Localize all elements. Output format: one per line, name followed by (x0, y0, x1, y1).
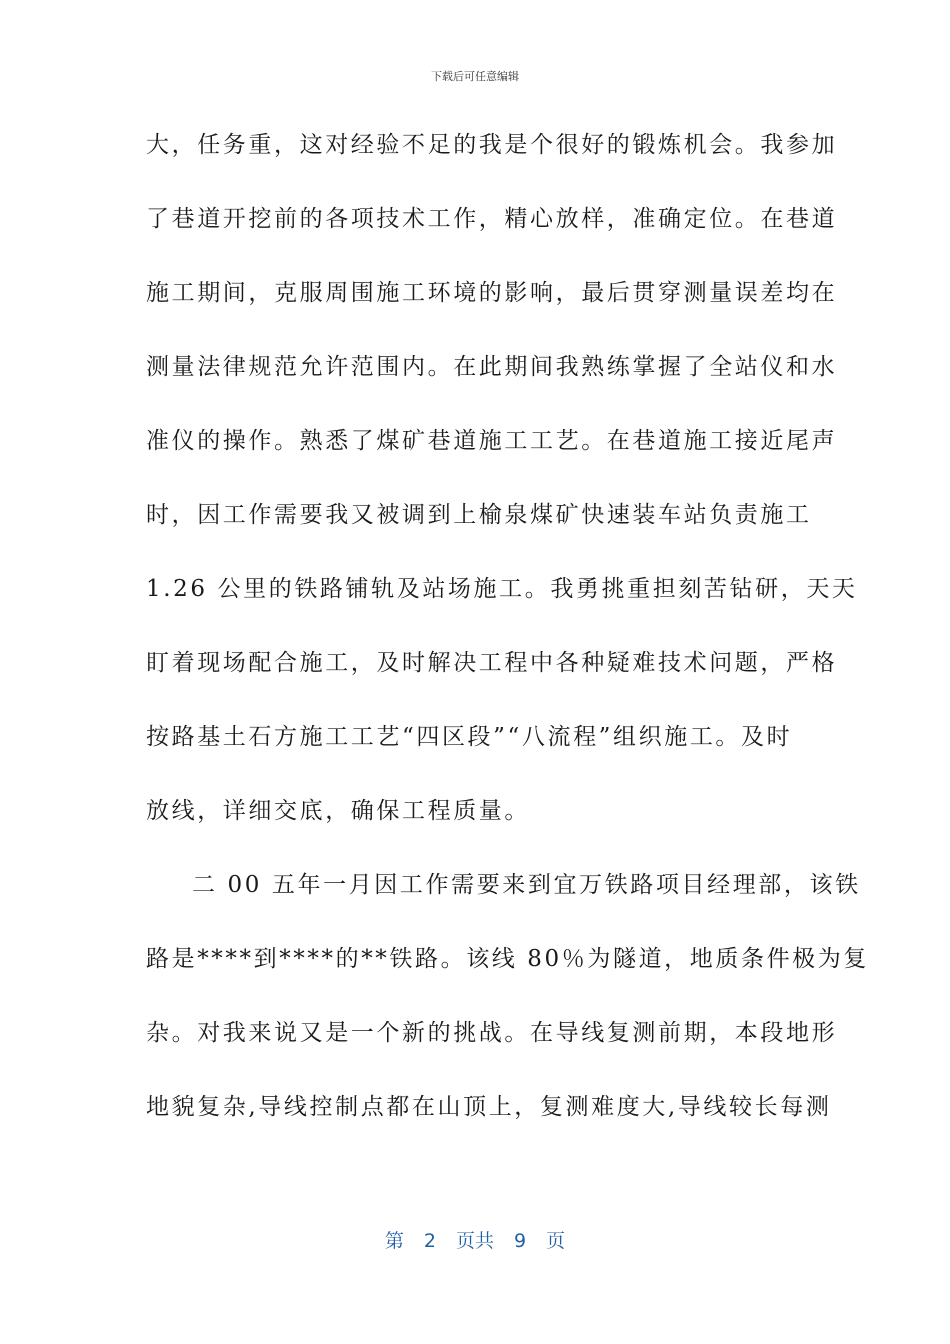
page-number: 第 2 页共 9 页 (384, 1230, 566, 1252)
header-note: 下载后可任意编辑 (431, 70, 519, 83)
text-line: 施工期间，克服周围施工环境的影响，最后贯穿测量误差均在 (146, 280, 838, 306)
text-line: 大，任务重，这对经验不足的我是个很好的锻炼机会。我参加 (146, 132, 838, 158)
text-line: 测量法律规范允许范围内。在此期间我熟练掌握了全站仪和水 (146, 354, 838, 380)
paragraph-first-line: 二 00 五年一月因工作需要来到宜万铁路项目经理部，该铁 (192, 872, 861, 898)
text-line: 放线，详细交底，确保工程质量。 (146, 798, 530, 824)
text-line: 路是****到****的**铁路。该线 80％为隧道，地质条件极为复 (146, 946, 869, 972)
text-line: 准仪的操作。熟悉了煤矿巷道施工工艺。在巷道施工接近尾声 (146, 428, 838, 454)
document-body (146, 120, 869, 1156)
text-line: 了巷道开挖前的各项技术工作，精心放样，准确定位。在巷道 (146, 206, 838, 232)
text-line: 地貌复杂,导线控制点都在山顶上，复测难度大,导线较长每测 (146, 1094, 832, 1120)
text-line: 1.26 公里的铁路铺轨及站场施工。我勇挑重担刻苦钻研，天天 (146, 576, 858, 602)
text-line: 盯着现场配合施工，及时解决工程中各种疑难技术问题，严格 (146, 650, 838, 676)
text-line: 杂。对我来说又是一个新的挑战。在导线复测前期，本段地形 (146, 1020, 838, 1046)
text-line: 时，因工作需要我又被调到上榆泉煤矿快速装车站负责施工 (146, 502, 812, 528)
text-line: 按路基土石方施工工艺“四区段”“八流程”组织施工。及时 (146, 724, 793, 750)
